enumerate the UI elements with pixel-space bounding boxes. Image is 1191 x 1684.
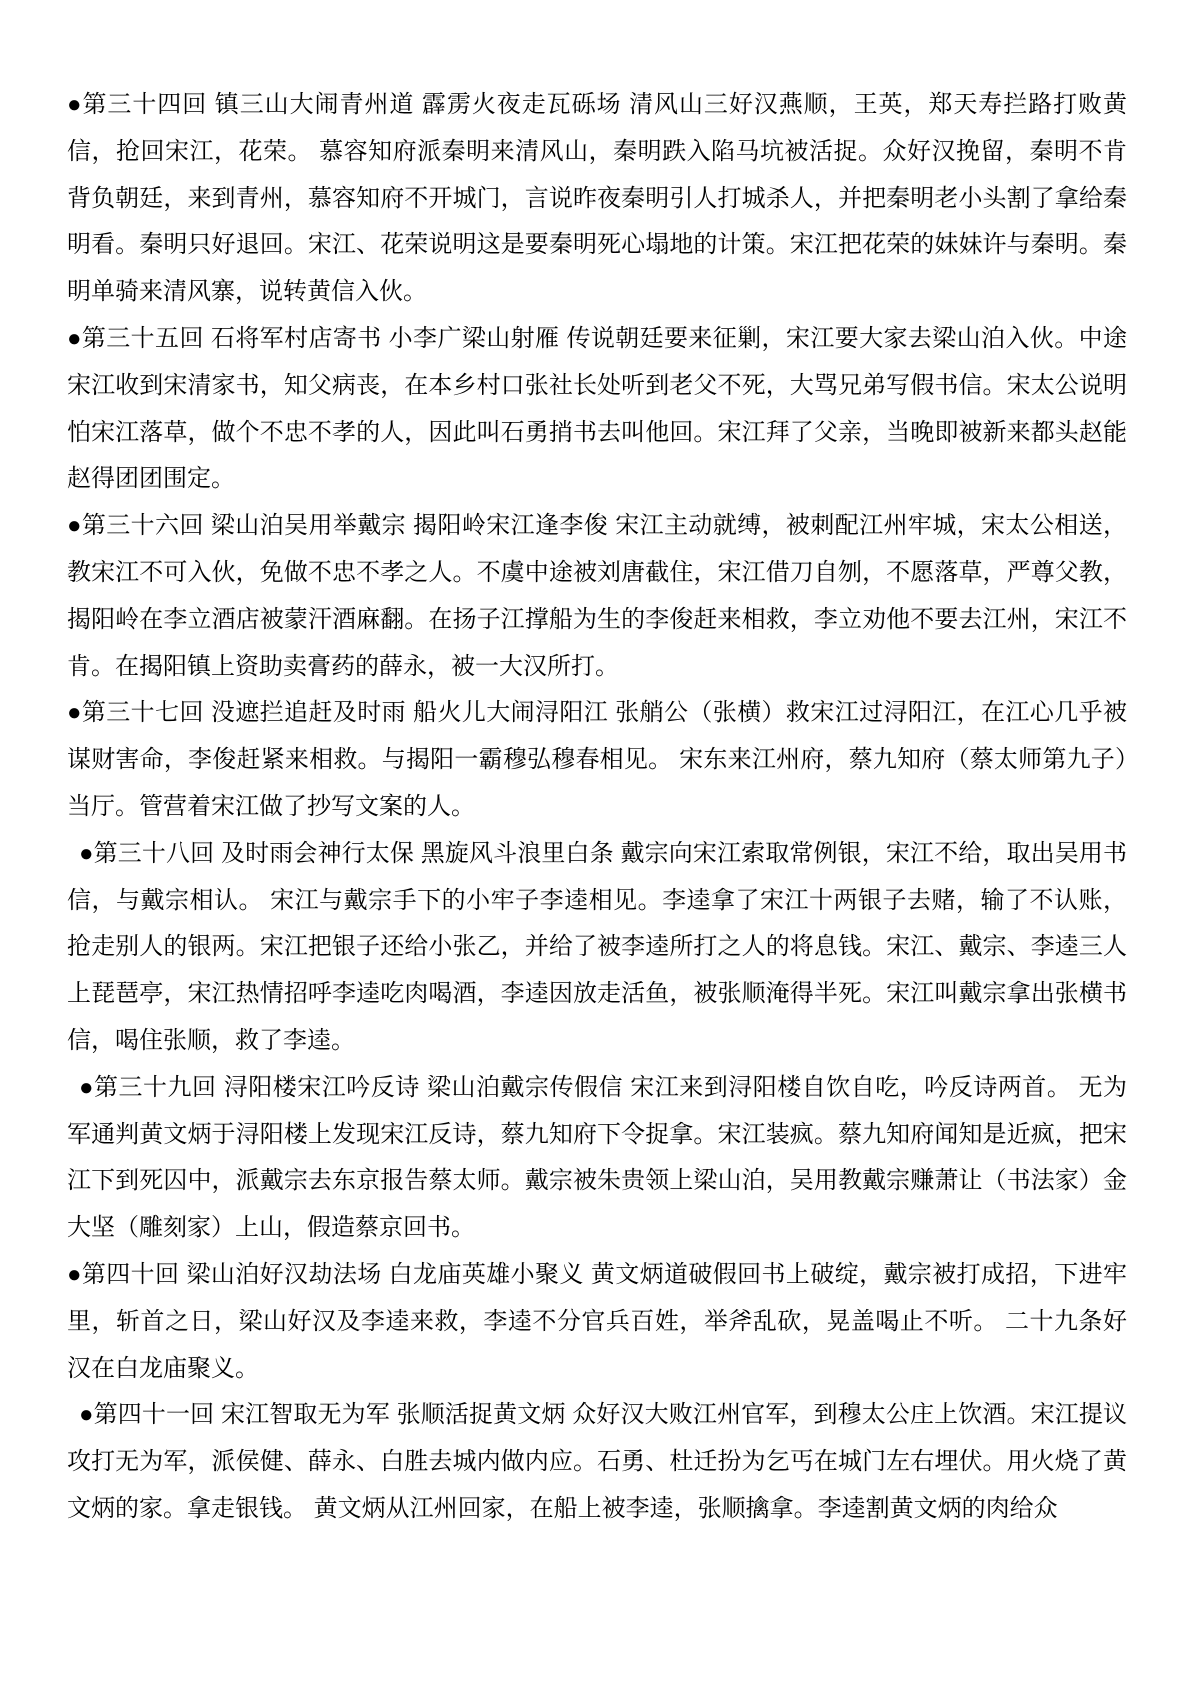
chapter-paragraph-39 — [67, 1065, 1127, 1252]
chapter-paragraph-36 — [67, 503, 1127, 690]
bullet-icon: ● — [79, 1073, 95, 1101]
paragraph-text: 第三十四回 镇三山大闹青州道 霹雳火夜走瓦砾场 清风山三好汉燕顺，王英，郑天寿拦路打败黄信，抢回宋江，花荣。 慕容知府派秦明来清风山，秦明跌入陷马坑被活捉。众好汉挽留，秦明不肯背负朝廷，来到青州，慕容知府不开城门，言说昨夜秦明引人打城杀人，并把秦明老小头割了拿给秦明看。秦明只好退回。宋江、花荣说明这是要秦明死心塌地的计策。宋江把花荣的妹妹许与秦明。秦明单骑来清风寨，说转黄信入伙。 — [67, 91, 1127, 306]
bullet-icon: ● — [67, 91, 83, 118]
bullet-icon: ● — [67, 1260, 82, 1288]
paragraph-text: 第三十六回 梁山泊吴用举戴宗 揭阳岭宋江逢李俊 宋江主动就缚，被刺配江州牢城，宋太公相送，教宋江不可入伙，免做不忠不孝之人。不虞中途被刘唐截住，宋江借刀自刎，不愿落草，严尊父教，揭阳岭在李立酒店被蒙汗酒麻翻。在扬子江撑船为生的李俊赶来相救，李立劝他不要去江州，宋江不肯。在揭阳镇上资助卖膏药的薛永，被一大汉所打。 — [67, 512, 1127, 680]
bullet-icon: ● — [67, 699, 82, 727]
chapter-paragraph-40 — [67, 1252, 1127, 1392]
chapter-paragraph-38 — [67, 831, 1127, 1065]
paragraph-text: 第三十五回 石将军村店寄书 小李广梁山射雁 传说朝廷要来征剿，宋江要大家去梁山泊入伙。中途宋江收到宋清家书，知父病丧，在本乡村口张社长处听到老父不死，大骂兄弟写假书信。宋太公说明怕宋江落草，做个不忠不孝的人，因此叫石勇捎书去叫他回。宋江拜了父亲，当晚即被新来都头赵能赵得团团围定。 — [67, 324, 1127, 493]
bullet-icon: ● — [79, 1401, 94, 1429]
paragraph-text: 第四十一回 宋江智取无为军 张顺活捉黄文炳 众好汉大败江州官军，到穆太公庄上饮酒。宋江提议攻打无为军，派侯健、薛永、白胜去城内做内应。石勇、杜迁扮为乞丐在城门左右埋伏。用火烧了黄文炳的家。拿走银钱。 黄文炳从江州回家，在船上被李逵，张顺擒拿。李逵割黄文炳的肉给众 — [67, 1401, 1127, 1522]
bullet-icon: ● — [67, 512, 82, 540]
bullet-icon: ● — [79, 839, 94, 867]
chapter-paragraph-35 — [67, 316, 1127, 503]
bullet-icon: ● — [67, 324, 82, 352]
chapter-paragraph-41 — [67, 1392, 1127, 1532]
chapter-paragraph-34 — [67, 82, 1127, 316]
paragraph-text: 第三十九回 浔阳楼宋江吟反诗 梁山泊戴宗传假信 宋江来到浔阳楼自饮自吃，吟反诗两首。 无为军通判黄文炳于浔阳楼上发现宋江反诗，蔡九知府下令捉拿。宋江装疯。蔡九知府闻知是近疯，把宋江下到死囚中，派戴宗去东京报告蔡太师。戴宗被朱贵领上梁山泊，吴用教戴宗赚萧让（书法家）金大坚（雕刻家）上山，假造蔡京回书。 — [67, 1073, 1128, 1242]
chapter-paragraph-37 — [67, 690, 1127, 830]
document-page — [67, 82, 1127, 1533]
paragraph-text: 第三十八回 及时雨会神行太保 黑旋风斗浪里白条 戴宗向宋江索取常例银，宋江不给，取出吴用书信，与戴宗相认。 宋江与戴宗手下的小牢子李逵相见。李逵拿了宋江十两银子去赌，输了不认账，抢走别人的银两。宋江把银子还给小张乙，并给了被李逵所打之人的将息钱。宋江、戴宗、李逵三人上琵琶亭，宋江热情招呼李逵吃肉喝酒，李逵因放走活鱼，被张顺淹得半死。宋江叫戴宗拿出张横书信，喝住张顺，救了李逵。 — [67, 839, 1127, 1054]
paragraph-text: 第四十回 梁山泊好汉劫法场 白龙庙英雄小聚义 黄文炳道破假回书上破绽，戴宗被打成招，下进牢里，斩首之日，梁山好汉及李逵来救，李逵不分官兵百姓，举斧乱砍，晃盖喝止不听。 二十九条好汉在白龙庙聚义。 — [67, 1260, 1127, 1382]
paragraph-text: 第三十七回 没遮拦追赶及时雨 船火儿大闹浔阳江 张艄公（张横）救宋江过浔阳江，在江心几乎被谋财害命，李俊赶紧来相救。与揭阳一霸穆弘穆春相见。 宋东来江州府，蔡九知府（蔡太师第九子）当厅。管营着宋江做了抄写文案的人。 — [67, 699, 1127, 820]
